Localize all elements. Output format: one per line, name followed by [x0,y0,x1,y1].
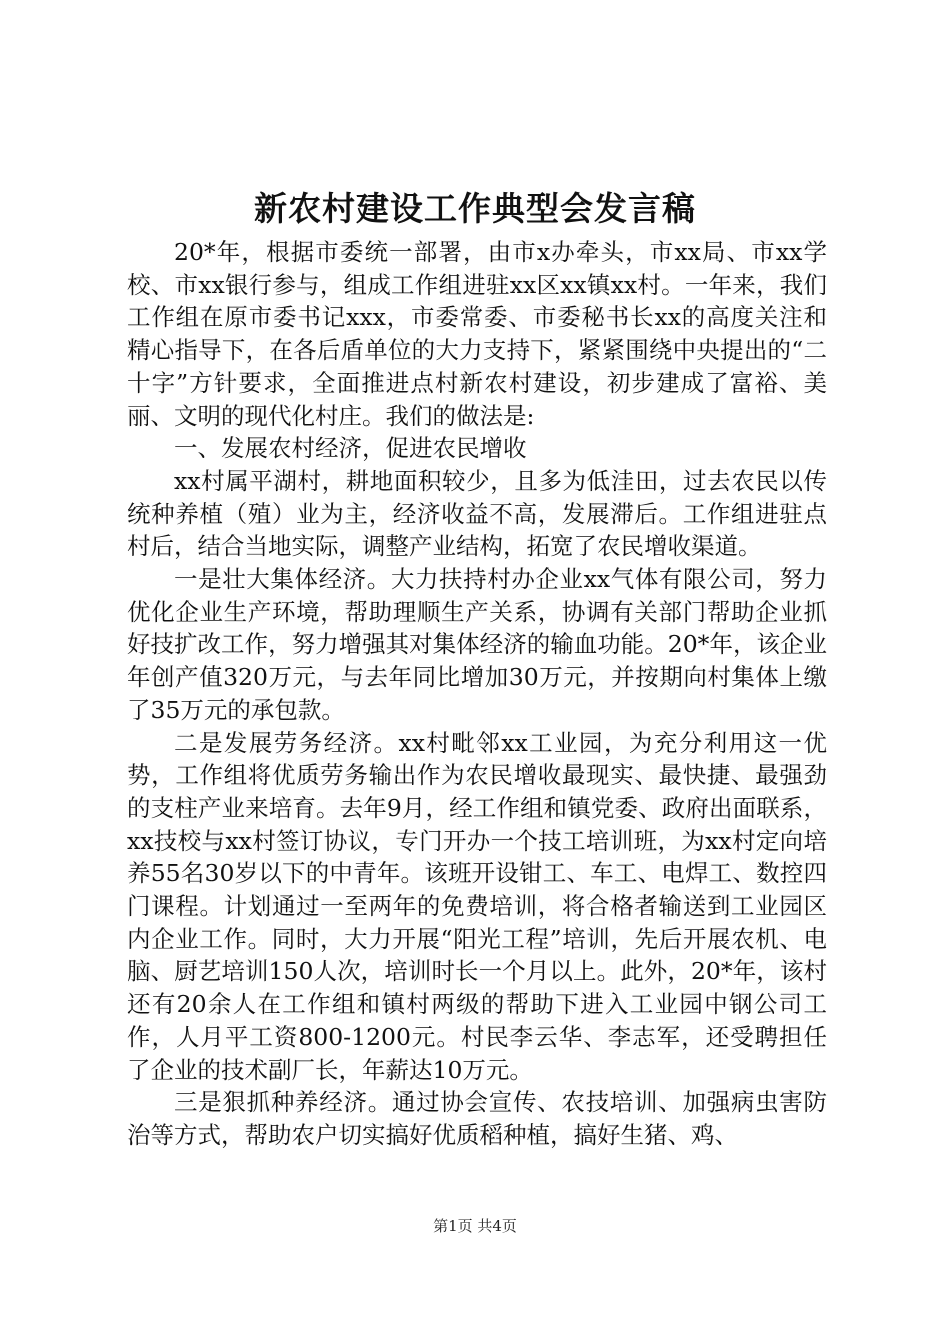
document-title: 新农村建设工作典型会发言稿 [254,189,696,228]
section-heading: 一、发展农村经济，促进农民增收 [174,434,527,463]
paragraph-collective-economy: 一是壮大集体经济。大力扶持村办企业xx气体有限公司，努力优化企业生产环境，帮助理顺生产关系，协调有关部门帮助企业抓好技扩改工作，努力增强其对集体经济的输血功能。20*年，该企业年创产值320万元，与去年同比增加30万元，并按期向村集体上缴了35万元的承包款。 [127,565,827,724]
document-body [127,236,827,1152]
paragraph-farming-economy: 三是狠抓种养经济。通过协会宣传、农技培训、加强病虫害防治等方式，帮助农户切实搞好优质稻种植，搞好生猪、鸡、 [127,1088,827,1149]
paragraph-labor-economy: 二是发展劳务经济。xx村毗邻xx工业园，为充分利用这一优势，工作组将优质劳务输出作为农民增收最现实、最快捷、最强劲的支柱产业来培育。去年9月，经工作组和镇党委、政府出面联系，xx技校与xx村签订协议，专门开办一个技工培训班，为xx村定向培养55名30岁以下的中青年。该班开设钳工、车工、电焊工、数控四门课程。计划通过一至两年的免费培训，将合格者输送到工业园区内企业工作。同时，大力开展“阳光工程”培训，先后开展农机、电脑、厨艺培训150人次，培训时长一个月以上。此外，20*年，该村还有20余人在工作组和镇村两级的帮助下进入工业园中钢公司工作，人月平工资800-1200元。村民李云华、李志军，还受聘担任了企业的技术副厂长，年薪达10万元。 [127,728,827,1084]
page-number-footer: 第1页 共4页 [433,1217,517,1235]
paragraph-background: xx村属平湖村，耕地面积较少，且多为低洼田，过去农民以传统种养植（殖）业为主，经济收益不高，发展滞后。工作组进驻点村后，结合当地实际，调整产业结构，拓宽了农民增收渠道。 [127,466,827,561]
paragraph-intro: 20*年，根据市委统一部署，由市x办牵头，市xx局、市xx学校、市xx银行参与，组成工作组进驻xx区xx镇xx村。一年来，我们工作组在原市委书记xxx，市委常委、市委秘书长xx的高度关注和精心指导下，在各后盾单位的大力支持下，紧紧围绕中央提出的“二十字”方针要求，全面推进点村新农村建设，初步建成了富裕、美丽、文明的现代化村庄。我们的做法是: [127,238,827,430]
